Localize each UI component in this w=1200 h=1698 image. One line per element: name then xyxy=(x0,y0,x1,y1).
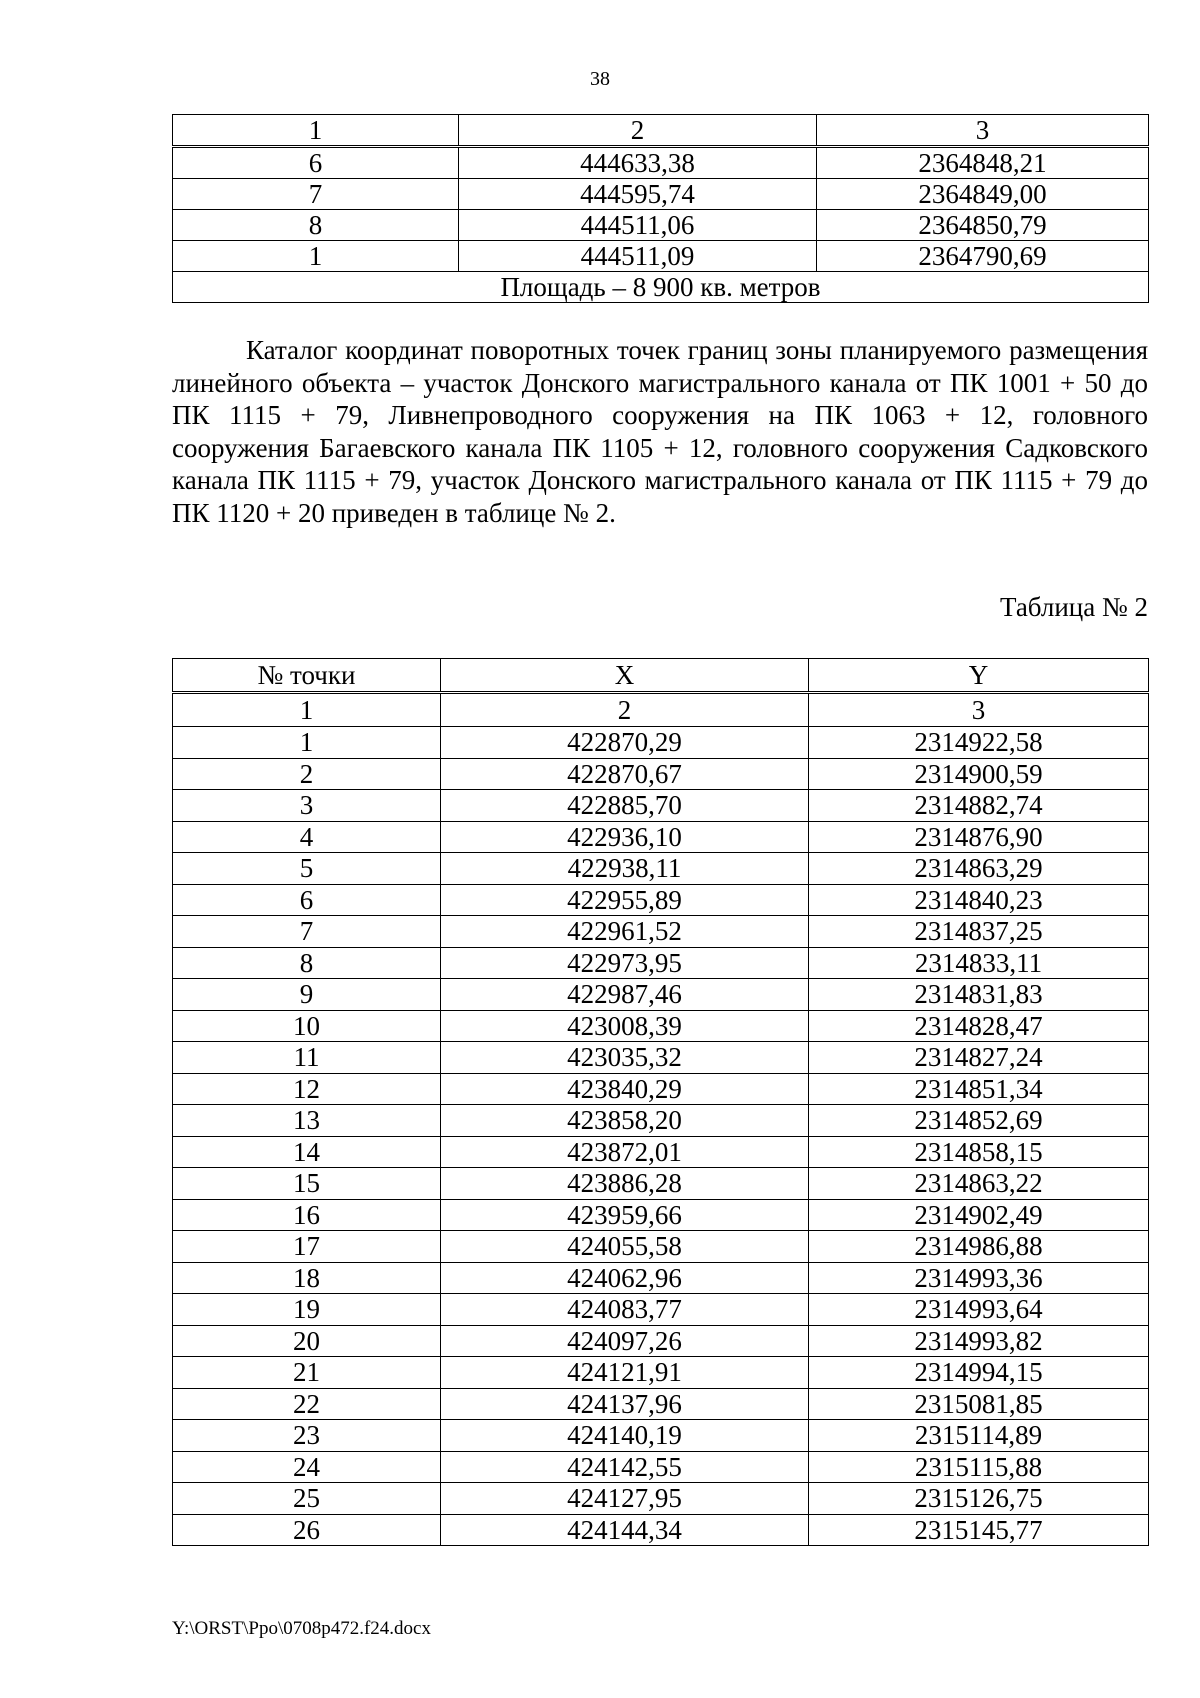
y-coordinate-cell: 2314993,82 xyxy=(809,1325,1149,1357)
table-row xyxy=(173,241,1149,272)
point-number-cell: 19 xyxy=(173,1294,441,1326)
column-header-y: Y xyxy=(809,659,1149,693)
x-coordinate-cell: 423008,39 xyxy=(441,1010,809,1042)
x-coordinate-cell: 422955,89 xyxy=(441,884,809,916)
table-row xyxy=(173,916,1149,948)
table-row xyxy=(173,727,1149,759)
x-coordinate-cell: 444595,74 xyxy=(459,179,817,210)
y-coordinate-cell: 2315081,85 xyxy=(809,1388,1149,1420)
x-coordinate-cell: 423035,32 xyxy=(441,1042,809,1074)
x-coordinate-cell: 422885,70 xyxy=(441,790,809,822)
y-coordinate-cell: 2314833,11 xyxy=(809,947,1149,979)
column-number-cell: 1 xyxy=(173,115,459,147)
column-number-cell: 3 xyxy=(809,693,1149,727)
point-number-cell: 5 xyxy=(173,853,441,885)
y-coordinate-cell: 2314876,90 xyxy=(809,821,1149,853)
point-number-cell: 14 xyxy=(173,1136,441,1168)
table-header-row xyxy=(173,115,1149,147)
table-row xyxy=(173,1451,1149,1483)
table-caption: Таблица № 2 xyxy=(1000,592,1148,622)
y-coordinate-cell: 2314993,36 xyxy=(809,1262,1149,1294)
y-coordinate-cell: 2314882,74 xyxy=(809,790,1149,822)
table-row xyxy=(173,947,1149,979)
x-coordinate-cell: 424140,19 xyxy=(441,1420,809,1452)
table-row xyxy=(173,790,1149,822)
y-coordinate-cell: 2314828,47 xyxy=(809,1010,1149,1042)
point-number-cell: 8 xyxy=(173,947,441,979)
column-numbering-row xyxy=(173,693,1149,727)
x-coordinate-cell: 424121,91 xyxy=(441,1357,809,1389)
area-cell: Площадь – 8 900 кв. метров xyxy=(173,272,1149,303)
column-number-cell: 1 xyxy=(173,693,441,727)
column-number-cell: 2 xyxy=(441,693,809,727)
table-row xyxy=(173,1388,1149,1420)
table-header-row xyxy=(173,659,1149,693)
point-number-cell: 1 xyxy=(173,241,459,272)
y-coordinate-cell: 2364849,00 xyxy=(817,179,1149,210)
point-number-cell: 1 xyxy=(173,727,441,759)
table-row xyxy=(173,1262,1149,1294)
point-number-cell: 18 xyxy=(173,1262,441,1294)
x-coordinate-cell: 422870,67 xyxy=(441,758,809,790)
table-row xyxy=(173,1483,1149,1515)
x-coordinate-cell: 424127,95 xyxy=(441,1483,809,1515)
column-header-point: № точки xyxy=(173,659,441,693)
x-coordinate-cell: 444511,09 xyxy=(459,241,817,272)
x-coordinate-cell: 422936,10 xyxy=(441,821,809,853)
table-row xyxy=(173,1136,1149,1168)
point-number-cell: 17 xyxy=(173,1231,441,1263)
table-row xyxy=(173,147,1149,179)
point-number-cell: 16 xyxy=(173,1199,441,1231)
x-coordinate-cell: 423840,29 xyxy=(441,1073,809,1105)
point-number-cell: 13 xyxy=(173,1105,441,1137)
x-coordinate-cell: 422987,46 xyxy=(441,979,809,1011)
area-row xyxy=(173,272,1149,303)
point-number-cell: 26 xyxy=(173,1514,441,1546)
table-row xyxy=(173,1514,1149,1546)
x-coordinate-cell: 422973,95 xyxy=(441,947,809,979)
x-coordinate-cell: 423959,66 xyxy=(441,1199,809,1231)
x-coordinate-cell: 424137,96 xyxy=(441,1388,809,1420)
x-coordinate-cell: 422870,29 xyxy=(441,727,809,759)
point-number-cell: 6 xyxy=(173,147,459,179)
x-coordinate-cell: 424055,58 xyxy=(441,1231,809,1263)
y-coordinate-cell: 2314863,22 xyxy=(809,1168,1149,1200)
y-coordinate-cell: 2314837,25 xyxy=(809,916,1149,948)
column-number-cell: 3 xyxy=(817,115,1149,147)
table-row xyxy=(173,1357,1149,1389)
y-coordinate-cell: 2364790,69 xyxy=(817,241,1149,272)
table-row xyxy=(173,1168,1149,1200)
table-row xyxy=(173,1042,1149,1074)
x-coordinate-cell: 444511,06 xyxy=(459,210,817,241)
point-number-cell: 2 xyxy=(173,758,441,790)
catalog-description-paragraph: Каталог координат поворотных точек границ зоны планируемого размещения линейного объекта – участок Донского магистрального канала от ПК 1001 + 50 до ПК 1115 + 79, Ливнепроводного сооружения на ПК 1063 + 12, головного сооружения Багаевского канала ПК 1105 + 12, головного сооружения Садковского канала ПК 1115 + 79, участок Донского магистрального канала от ПК 1115 + 79 до ПК 1120 + 20 приведен в таблице № 2. xyxy=(172,335,1148,528)
table-row xyxy=(173,1294,1149,1326)
coordinates-table xyxy=(172,658,1149,1546)
x-coordinate-cell: 444633,38 xyxy=(459,147,817,179)
table-row xyxy=(173,884,1149,916)
y-coordinate-cell: 2314852,69 xyxy=(809,1105,1149,1137)
x-coordinate-cell: 423858,20 xyxy=(441,1105,809,1137)
y-coordinate-cell: 2314827,24 xyxy=(809,1042,1149,1074)
table-row xyxy=(173,1073,1149,1105)
y-coordinate-cell: 2314902,49 xyxy=(809,1199,1149,1231)
table-row xyxy=(173,1325,1149,1357)
y-coordinate-cell: 2314851,34 xyxy=(809,1073,1149,1105)
x-coordinate-cell: 424142,55 xyxy=(441,1451,809,1483)
point-number-cell: 20 xyxy=(173,1325,441,1357)
point-number-cell: 15 xyxy=(173,1168,441,1200)
footer-file-path: Y:\ORST\Ppo\0708p472.f24.docx xyxy=(172,1618,431,1639)
point-number-cell: 11 xyxy=(173,1042,441,1074)
page-number: 38 xyxy=(590,68,610,90)
y-coordinate-cell: 2314863,29 xyxy=(809,853,1149,885)
y-coordinate-cell: 2315145,77 xyxy=(809,1514,1149,1546)
point-number-cell: 4 xyxy=(173,821,441,853)
x-coordinate-cell: 424144,34 xyxy=(441,1514,809,1546)
x-coordinate-cell: 422938,11 xyxy=(441,853,809,885)
x-coordinate-cell: 423872,01 xyxy=(441,1136,809,1168)
y-coordinate-cell: 2314994,15 xyxy=(809,1357,1149,1389)
y-coordinate-cell: 2314900,59 xyxy=(809,758,1149,790)
x-coordinate-cell: 424097,26 xyxy=(441,1325,809,1357)
point-number-cell: 3 xyxy=(173,790,441,822)
point-number-cell: 22 xyxy=(173,1388,441,1420)
y-coordinate-cell: 2315115,88 xyxy=(809,1451,1149,1483)
point-number-cell: 25 xyxy=(173,1483,441,1515)
y-coordinate-cell: 2364848,21 xyxy=(817,147,1149,179)
point-number-cell: 8 xyxy=(173,210,459,241)
point-number-cell: 7 xyxy=(173,179,459,210)
point-number-cell: 10 xyxy=(173,1010,441,1042)
y-coordinate-cell: 2314986,88 xyxy=(809,1231,1149,1263)
y-coordinate-cell: 2314993,64 xyxy=(809,1294,1149,1326)
y-coordinate-cell: 2315126,75 xyxy=(809,1483,1149,1515)
table-row xyxy=(173,1105,1149,1137)
column-header-x: X xyxy=(441,659,809,693)
point-number-cell: 24 xyxy=(173,1451,441,1483)
table-row xyxy=(173,1420,1149,1452)
point-number-cell: 23 xyxy=(173,1420,441,1452)
table-row xyxy=(173,1199,1149,1231)
y-coordinate-cell: 2314840,23 xyxy=(809,884,1149,916)
x-coordinate-cell: 423886,28 xyxy=(441,1168,809,1200)
y-coordinate-cell: 2364850,79 xyxy=(817,210,1149,241)
x-coordinate-cell: 424062,96 xyxy=(441,1262,809,1294)
point-number-cell: 21 xyxy=(173,1357,441,1389)
point-number-cell: 7 xyxy=(173,916,441,948)
column-number-cell: 2 xyxy=(459,115,817,147)
x-coordinate-cell: 422961,52 xyxy=(441,916,809,948)
y-coordinate-cell: 2314831,83 xyxy=(809,979,1149,1011)
table-row xyxy=(173,1010,1149,1042)
point-number-cell: 9 xyxy=(173,979,441,1011)
y-coordinate-cell: 2314858,15 xyxy=(809,1136,1149,1168)
point-number-cell: 12 xyxy=(173,1073,441,1105)
table-row xyxy=(173,853,1149,885)
table-row xyxy=(173,821,1149,853)
y-coordinate-cell: 2315114,89 xyxy=(809,1420,1149,1452)
coordinates-table-continued xyxy=(172,114,1149,303)
table-row xyxy=(173,979,1149,1011)
table-row xyxy=(173,758,1149,790)
table-row xyxy=(173,179,1149,210)
table-row xyxy=(173,1231,1149,1263)
y-coordinate-cell: 2314922,58 xyxy=(809,727,1149,759)
table-row xyxy=(173,210,1149,241)
x-coordinate-cell: 424083,77 xyxy=(441,1294,809,1326)
point-number-cell: 6 xyxy=(173,884,441,916)
